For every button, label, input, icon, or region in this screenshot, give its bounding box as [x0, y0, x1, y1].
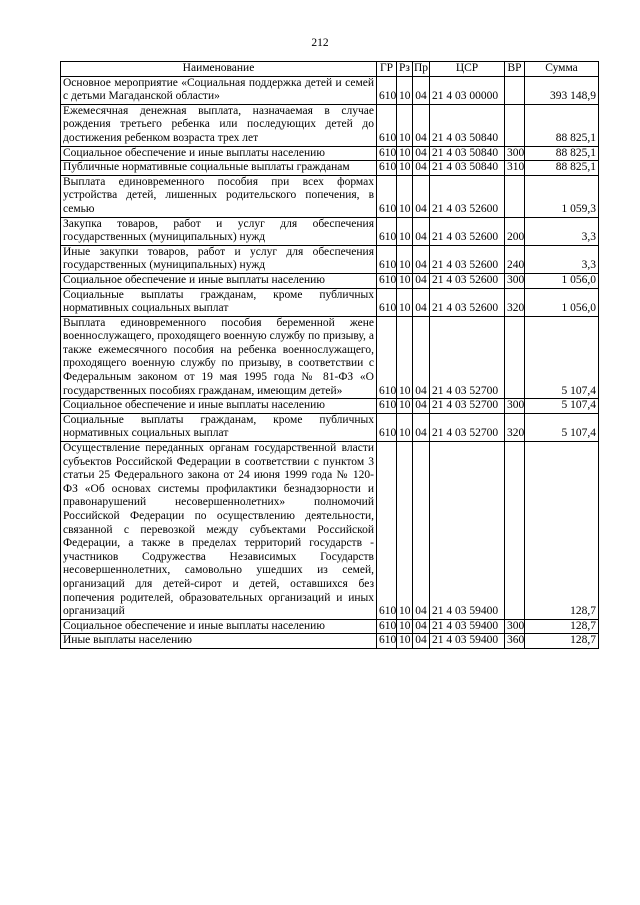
row-name: Социальное обеспечение и иные выплаты населению: [61, 399, 377, 414]
row-sum: 128,7: [525, 442, 599, 620]
row-gr: 610: [377, 273, 397, 288]
row-gr: 610: [377, 619, 397, 634]
row-csr: 21 4 03 59400: [430, 634, 505, 649]
row-name: Социальное обеспечение и иные выплаты населению: [61, 273, 377, 288]
row-rz: 10: [397, 399, 413, 414]
row-pr: 04: [413, 413, 430, 441]
row-pr: 04: [413, 273, 430, 288]
row-pr: 04: [413, 399, 430, 414]
row-gr: 610: [377, 217, 397, 245]
page-number: 212: [311, 37, 329, 49]
row-gr: 610: [377, 399, 397, 414]
row-gr: 610: [377, 76, 397, 104]
row-pr: 04: [413, 104, 430, 146]
row-rz: 10: [397, 175, 413, 217]
row-sum: 393 148,9: [525, 76, 599, 104]
row-pr: 04: [413, 146, 430, 161]
row-name: Публичные нормативные социальные выплаты гражданам: [61, 161, 377, 176]
row-pr: 04: [413, 76, 430, 104]
table-row: [61, 413, 599, 441]
row-name: Иные закупки товаров, работ и услуг для обеспечения государственных (муниципальных) нужд: [61, 245, 377, 273]
row-sum: 128,7: [525, 634, 599, 649]
table-row: [61, 76, 599, 104]
table-row: [61, 288, 599, 316]
table-row: [61, 399, 599, 414]
row-vr: [505, 175, 525, 217]
row-gr: 610: [377, 146, 397, 161]
row-csr: 21 4 03 52600: [430, 273, 505, 288]
budget-table: [60, 61, 599, 649]
row-vr: [505, 316, 525, 399]
row-gr: 610: [377, 634, 397, 649]
row-sum: 1 056,0: [525, 273, 599, 288]
row-vr: 240: [505, 245, 525, 273]
row-pr: 04: [413, 288, 430, 316]
row-csr: 21 4 03 52600: [430, 217, 505, 245]
row-vr: 200: [505, 217, 525, 245]
table-row: [61, 634, 599, 649]
row-name: Социальное обеспечение и иные выплаты населению: [61, 146, 377, 161]
row-rz: 10: [397, 442, 413, 620]
table-row: [61, 316, 599, 399]
row-gr: 610: [377, 104, 397, 146]
row-rz: 10: [397, 217, 413, 245]
header-pr: Пр: [413, 62, 430, 77]
row-csr: 21 4 03 00000: [430, 76, 505, 104]
row-rz: 10: [397, 273, 413, 288]
table-row: [61, 175, 599, 217]
header-csr: ЦСР: [430, 62, 505, 77]
row-vr: [505, 442, 525, 620]
header-rz: Рз: [397, 62, 413, 77]
row-csr: 21 4 03 52700: [430, 413, 505, 441]
row-csr: 21 4 03 52600: [430, 245, 505, 273]
row-rz: 10: [397, 76, 413, 104]
row-vr: [505, 76, 525, 104]
row-rz: 10: [397, 316, 413, 399]
row-name: Закупка товаров, работ и услуг для обеспечения государственных (муниципальных) нужд: [61, 217, 377, 245]
row-pr: 04: [413, 619, 430, 634]
row-rz: 10: [397, 288, 413, 316]
row-vr: 320: [505, 288, 525, 316]
table-row: [61, 217, 599, 245]
row-name: Социальные выплаты гражданам, кроме публичных нормативных социальных выплат: [61, 288, 377, 316]
row-sum: 5 107,4: [525, 399, 599, 414]
row-sum: 88 825,1: [525, 161, 599, 176]
row-pr: 04: [413, 217, 430, 245]
row-sum: 1 056,0: [525, 288, 599, 316]
row-vr: 320: [505, 413, 525, 441]
row-sum: 5 107,4: [525, 316, 599, 399]
row-gr: 610: [377, 316, 397, 399]
row-vr: 300: [505, 146, 525, 161]
row-gr: 610: [377, 161, 397, 176]
row-pr: 04: [413, 161, 430, 176]
header-row: [61, 62, 599, 77]
row-sum: 88 825,1: [525, 146, 599, 161]
table-row: [61, 273, 599, 288]
row-rz: 10: [397, 161, 413, 176]
header-name: Наименование: [61, 62, 377, 77]
row-name: Основное мероприятие «Социальная поддержка детей и семей с детьми Магаданской области»: [61, 76, 377, 104]
row-name: Иные выплаты населению: [61, 634, 377, 649]
row-csr: 21 4 03 50840: [430, 161, 505, 176]
row-sum: 88 825,1: [525, 104, 599, 146]
row-rz: 10: [397, 619, 413, 634]
row-gr: 610: [377, 442, 397, 620]
row-pr: 04: [413, 316, 430, 399]
row-rz: 10: [397, 413, 413, 441]
row-vr: 300: [505, 273, 525, 288]
table-row: [61, 161, 599, 176]
table-row: [61, 442, 599, 620]
row-csr: 21 4 03 52700: [430, 316, 505, 399]
row-csr: 21 4 03 52600: [430, 175, 505, 217]
row-csr: 21 4 03 59400: [430, 619, 505, 634]
row-name: Выплата единовременного пособия беременной жене военнослужащего, проходящего военную службу по призыву, а также ежемесячного пособия на ребенка военнослужащего, проходящего военную службу по призыву, в соответствии с Федеральным законом от 19 мая 1995 года № 81-ФЗ «О государственных пособиях гражданам, имеющим детей»: [61, 316, 377, 399]
row-sum: 128,7: [525, 619, 599, 634]
row-sum: 3,3: [525, 217, 599, 245]
row-vr: 310: [505, 161, 525, 176]
row-csr: 21 4 03 59400: [430, 442, 505, 620]
row-name: Социальное обеспечение и иные выплаты населению: [61, 619, 377, 634]
table-row: [61, 146, 599, 161]
row-csr: 21 4 03 52600: [430, 288, 505, 316]
header-gr: ГР: [377, 62, 397, 77]
row-sum: 1 059,3: [525, 175, 599, 217]
row-pr: 04: [413, 442, 430, 620]
row-gr: 610: [377, 175, 397, 217]
row-rz: 10: [397, 634, 413, 649]
row-gr: 610: [377, 288, 397, 316]
row-vr: 360: [505, 634, 525, 649]
row-rz: 10: [397, 245, 413, 273]
row-pr: 04: [413, 175, 430, 217]
row-name: Выплата единовременного пособия при всех формах устройства детей, лишенных родительского попечения, в семью: [61, 175, 377, 217]
header-sum: Сумма: [525, 62, 599, 77]
table-row: [61, 619, 599, 634]
table-row: [61, 245, 599, 273]
row-sum: 5 107,4: [525, 413, 599, 441]
row-rz: 10: [397, 104, 413, 146]
header-vr: ВР: [505, 62, 525, 77]
row-csr: 21 4 03 50840: [430, 104, 505, 146]
row-name: Ежемесячная денежная выплата, назначаемая в случае рождения третьего ребенка или последующих детей до достижения ребенком возраста трех лет: [61, 104, 377, 146]
row-name: Осуществление переданных органам государственной власти субъектов Российской Федерации в соответствии с пунктом 3 статьи 25 Федерального закона от 24 июня 1999 года № 120-ФЗ «Об основах системы профилактики безнадзорности и правонарушений несовершеннолетних» полномочий Российской Федерации по осуществлению деятельности, связанной с перевозкой между субъектами Российской Федерации, а также в пределах территорий государств - участников Содружества Независимых Государств несовершеннолетних, самовольно ушедших из семей, организаций для детей-сирот и детей, оставшихся без попечения родителей, образовательных организаций и иных организаций: [61, 442, 377, 620]
row-pr: 04: [413, 245, 430, 273]
row-csr: 21 4 03 50840: [430, 146, 505, 161]
row-csr: 21 4 03 52700: [430, 399, 505, 414]
row-vr: 300: [505, 399, 525, 414]
row-gr: 610: [377, 245, 397, 273]
row-sum: 3,3: [525, 245, 599, 273]
row-gr: 610: [377, 413, 397, 441]
row-pr: 04: [413, 634, 430, 649]
table-row: [61, 104, 599, 146]
row-name: Социальные выплаты гражданам, кроме публичных нормативных социальных выплат: [61, 413, 377, 441]
row-rz: 10: [397, 146, 413, 161]
row-vr: 300: [505, 619, 525, 634]
row-vr: [505, 104, 525, 146]
